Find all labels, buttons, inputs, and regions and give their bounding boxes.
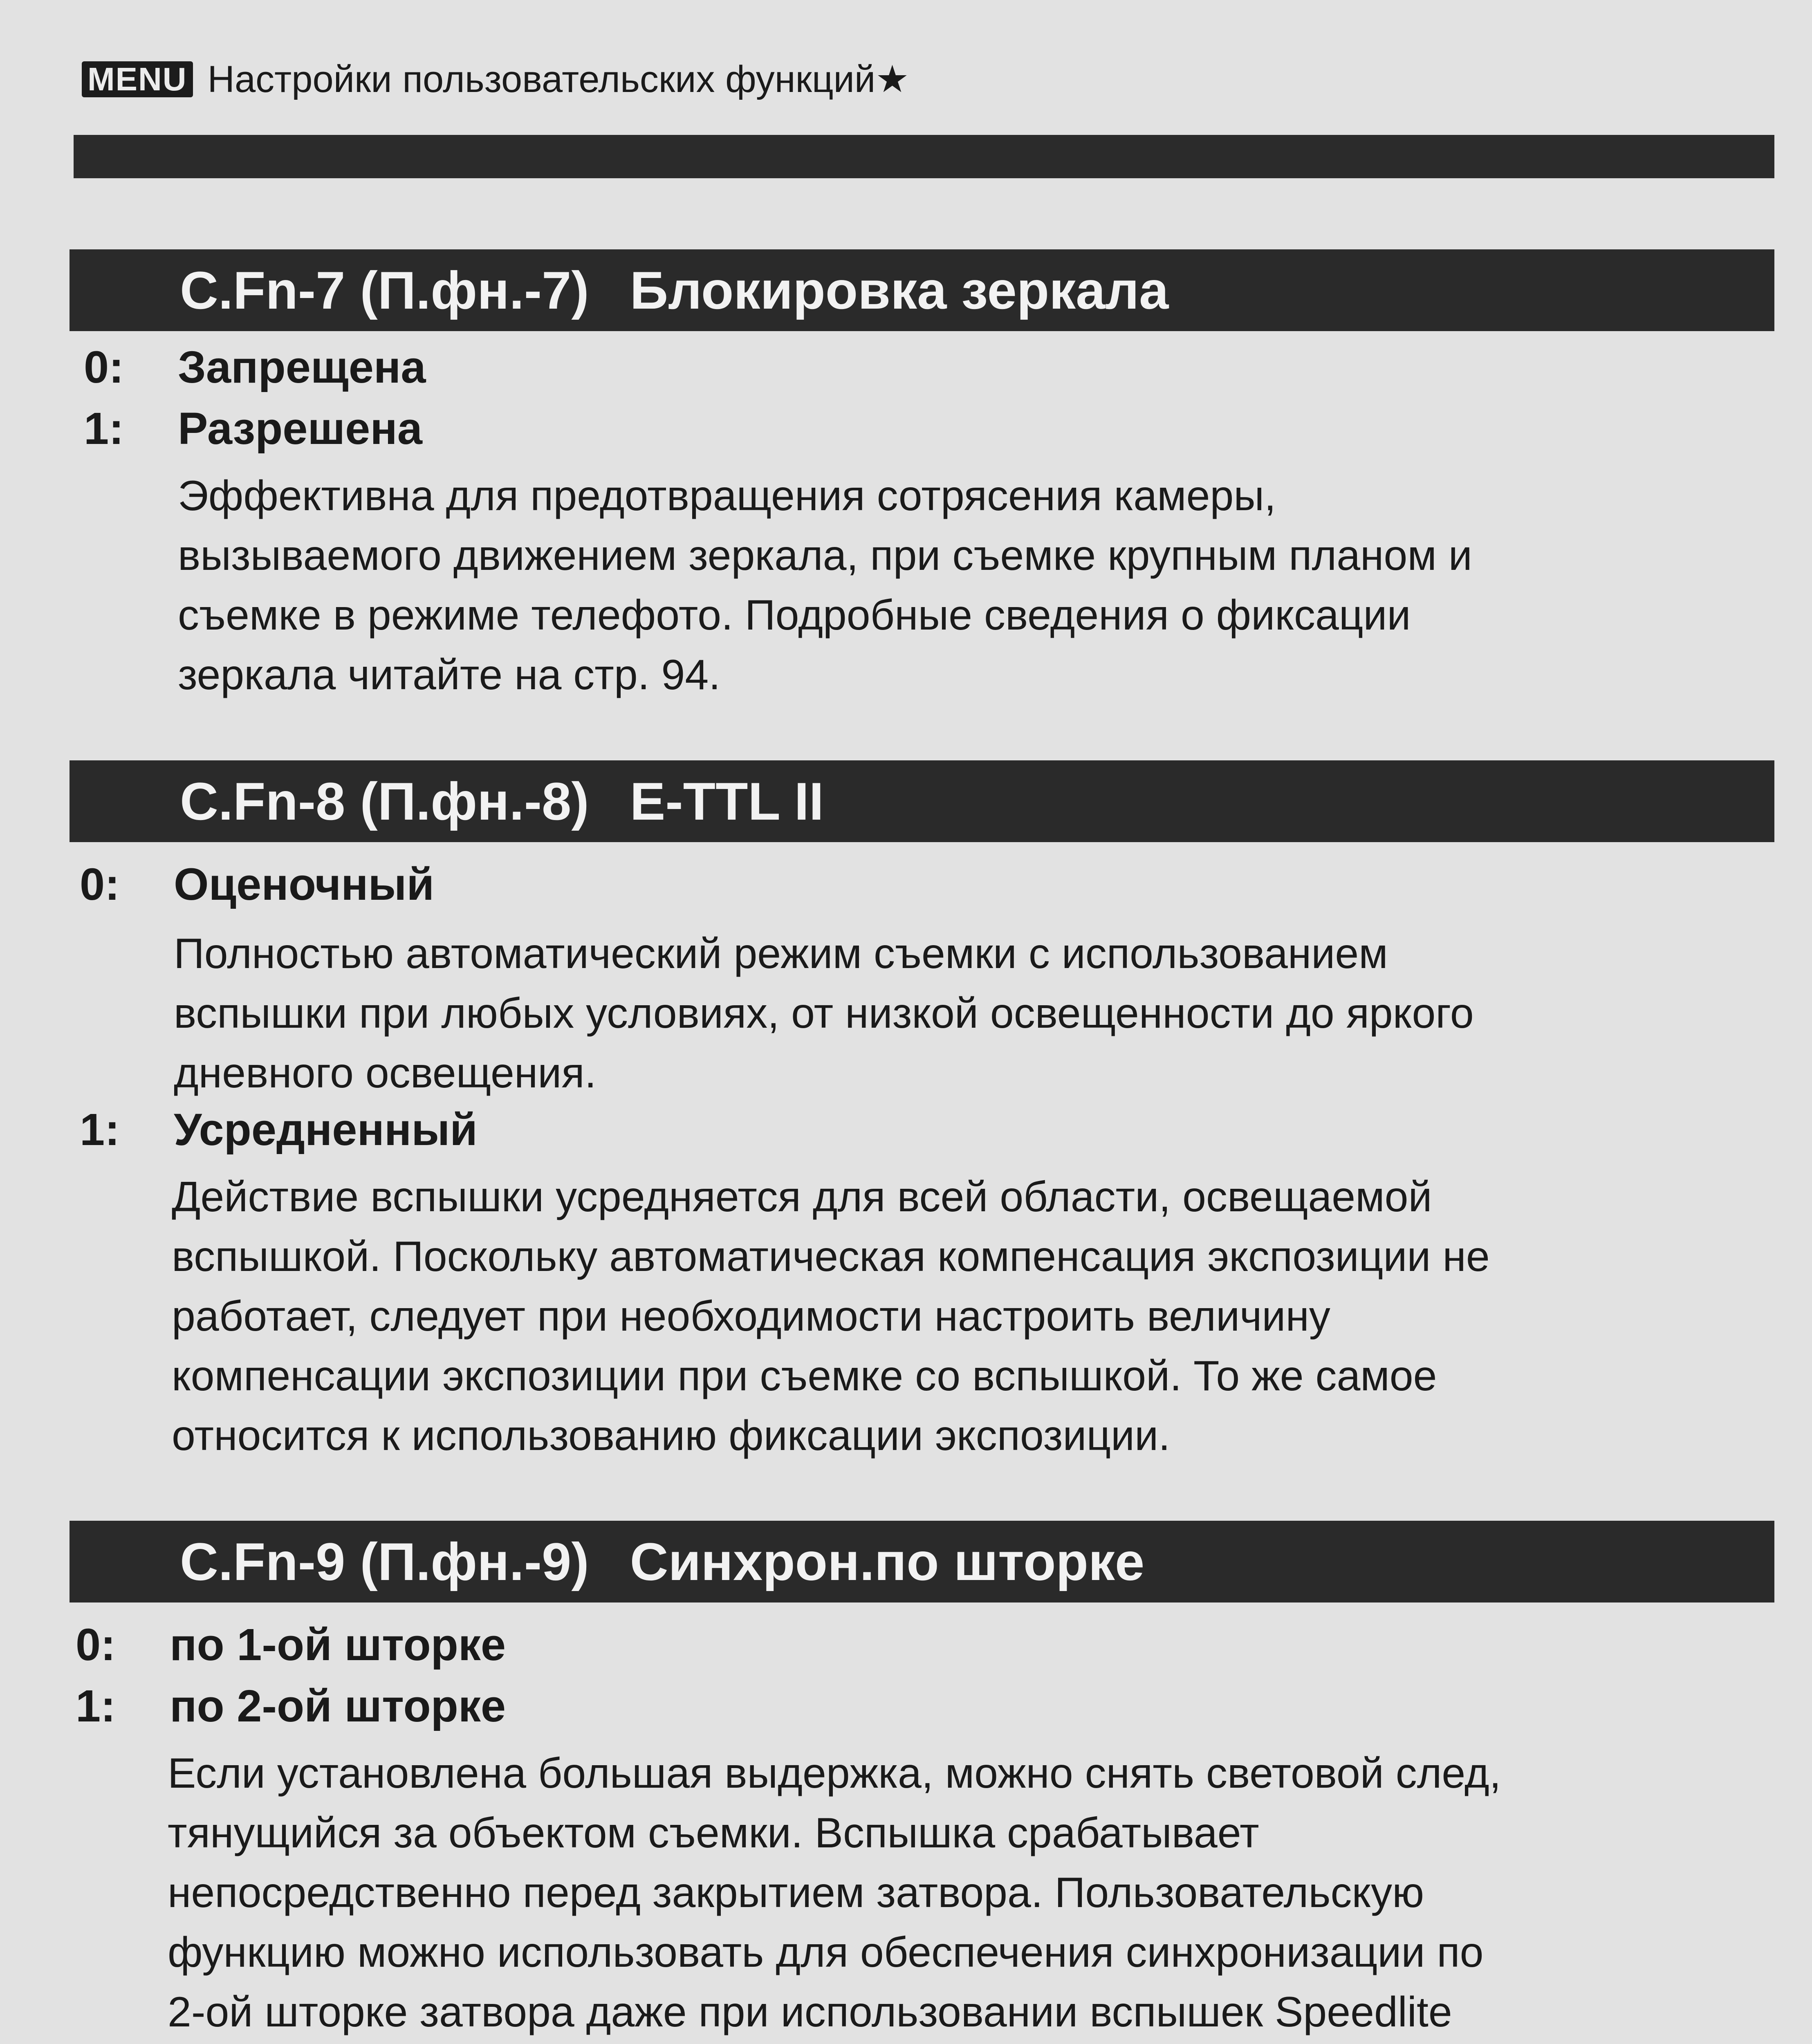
option-label: Запрещена: [178, 342, 426, 392]
header-divider-bar: [74, 135, 1774, 178]
description-line: 2-ой шторке затвора даже при использовании вспышек Speedlite: [168, 1988, 1452, 2036]
section-title: Блокировка зеркала: [630, 260, 1169, 320]
option-label: по 1-ой шторке: [170, 1620, 506, 1670]
description-line: относится к использованию фиксации экспозиции.: [172, 1412, 1171, 1459]
description-cfn8-0: [174, 924, 1812, 1103]
description-line: компенсации экспозиции при съемке со вспышкой. То же самое: [172, 1352, 1437, 1400]
description-line: вызываемого движением зеркала, при съемке крупным планом и: [178, 532, 1472, 579]
section-bar-cfn8: [70, 760, 1774, 842]
description-line: Эффективна для предотвращения сотрясения камеры,: [178, 472, 1276, 520]
section-code: C.Fn-7 (П.фн.-7): [180, 260, 589, 320]
description-cfn7-1: [178, 466, 1812, 705]
section-code: C.Fn-8 (П.фн.-8): [180, 771, 589, 831]
option-cfn8-1: [80, 1104, 478, 1156]
description-line: Действие вспышки усредняется для всей области, освещаемой: [172, 1173, 1432, 1221]
description-cfn9-1: [168, 1744, 1812, 2044]
option-cfn7-1: [84, 403, 422, 455]
option-label: Разрешена: [178, 403, 422, 454]
option-cfn9-1: [76, 1680, 506, 1732]
description-line: дневного освещения.: [174, 1049, 597, 1097]
description-line: съемке в режиме телефото. Подробные сведения о фиксации: [178, 592, 1411, 639]
description-line: непосредственно перед закрытием затвора. Пользовательскую: [168, 1869, 1424, 1916]
section-bar-cfn9: [70, 1521, 1774, 1602]
option-label: по 2-ой шторке: [170, 1681, 506, 1731]
option-number: 0:: [84, 342, 124, 392]
header-title: Настройки пользовательских функций★: [207, 58, 909, 100]
option-cfn8-0: [80, 858, 434, 910]
description-line: зеркала читайте на стр. 94.: [178, 651, 721, 699]
option-label: Усредненный: [174, 1105, 478, 1155]
description-line: функцию можно использовать для обеспечения синхронизации по: [168, 1929, 1484, 1976]
section-title: E-TTL II: [630, 771, 824, 831]
description-line: Если установлена большая выдержка, можно снять световой след,: [168, 1750, 1501, 1797]
section-title: Синхрон.по шторке: [630, 1532, 1145, 1591]
menu-badge: MENU: [82, 61, 193, 97]
option-number: 0:: [80, 859, 120, 910]
option-cfn9-0: [76, 1619, 506, 1671]
option-number: 1:: [80, 1105, 120, 1155]
option-label: Оценочный: [174, 859, 435, 910]
description-cfn8-1: [172, 1167, 1812, 1466]
option-number: 1:: [84, 403, 124, 454]
section-bar-cfn7: [70, 249, 1774, 331]
description-line: тянущийся за объектом съемки. Вспышка срабатывает: [168, 1809, 1259, 1857]
option-number: 1:: [76, 1681, 116, 1731]
description-line: Полностью автоматический режим съемки с использованием: [174, 930, 1388, 977]
description-line: [168, 2042, 1812, 2044]
description-line: вспышки при любых условиях, от низкой освещенности до яркого: [174, 990, 1474, 1037]
option-cfn7-0: [84, 341, 426, 393]
description-line: вспышкой. Поскольку автоматическая компенсация экспозиции не: [172, 1233, 1490, 1280]
description-line: работает, следует при необходимости настроить величину: [172, 1293, 1330, 1340]
page-header: [82, 57, 909, 101]
section-code: C.Fn-9 (П.фн.-9): [180, 1532, 589, 1591]
option-number: 0:: [76, 1620, 116, 1670]
